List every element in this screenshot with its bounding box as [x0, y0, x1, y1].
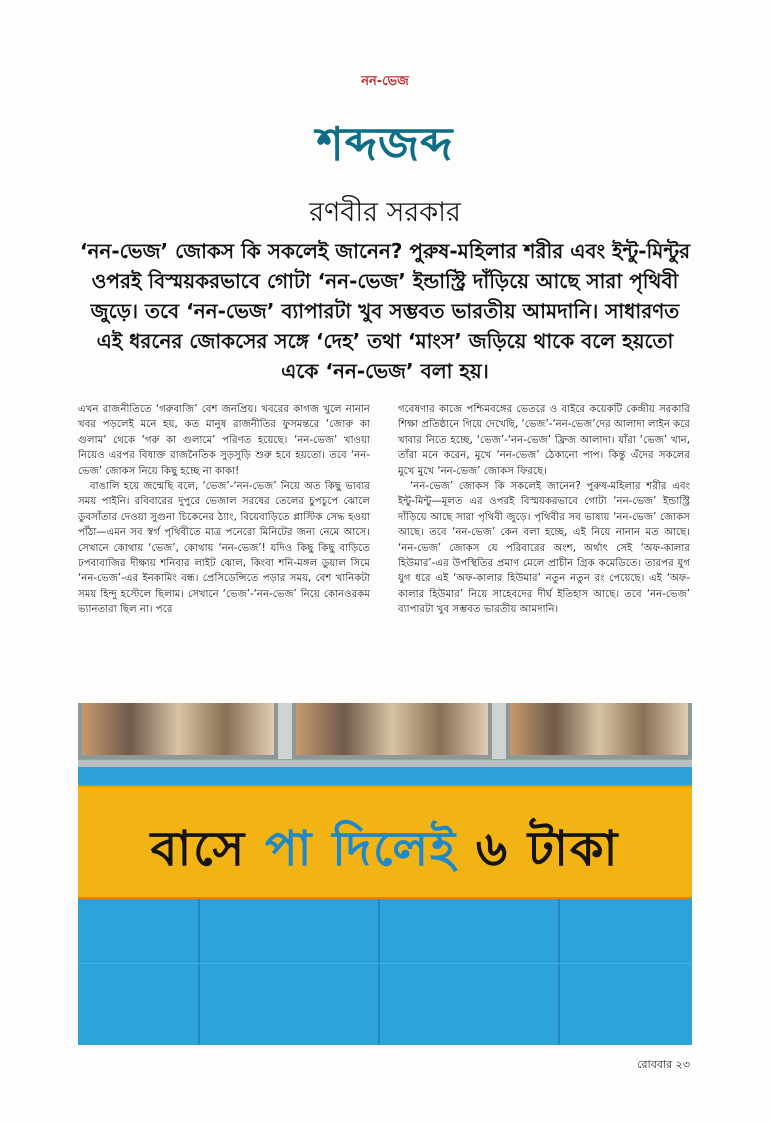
bus-sign-part: ৬ টাকা [475, 821, 620, 877]
bus-blue-panel [78, 899, 692, 1045]
bus-photo [78, 703, 692, 1045]
article-title: শব্দজব্দ [316, 117, 454, 171]
bus-blue-strip [78, 767, 692, 785]
bus-panel-seam [558, 899, 560, 1045]
body-paragraph: গবেষণার কাজে পশ্চিমবঙ্গের ভেতরে ও বাইরে কয়েকটি কেন্দ্রীয় সরকারি শিক্ষা প্রতিষ্ঠানে গিয়ে দেখেছি, ‘ভেজ’-‘নন-ভেজ’দের আলাদা লাইন করে খাবার নিতে হচ্ছে, ‘ভেজ’-‘নন-ভেজ’ ফ্রিজ আলাদা। যাঁরা ‘ভেজ’ খান, তাঁরা মনে করেন, মুখে ‘নন-ভেজ’ ঠেকানো পাপ। কিন্তু এঁদের সকলের মুখে মুখে ‘নন-ভেজ’ জোকস ফিরছে। [398, 404, 690, 477]
bus-panel-seam [378, 899, 380, 1045]
bus-window [506, 703, 692, 759]
section-label: নন-ভেজ [361, 74, 409, 89]
bus-window [292, 703, 492, 759]
bus-window [78, 703, 278, 759]
page-footer: রোববার ২৩ [637, 1058, 690, 1071]
body-column-right [398, 402, 690, 687]
body-paragraph: এখন রাজনীতিতে ‘গরুবাজি’ বেশ জনপ্রিয়। খবরের কাগজ খুলে নানান খবর পড়লেই মনে হয়, কত মানুষ রাজনীতির ফুসমন্তরে ‘জোরু কা গুলাম’ থেকে ‘গরু কা গুলামে’ পরিণত হয়েছে। ‘নন-ভেজ’ খাওয়া নিয়েও এরপর বিষাক্ত রাজনৈতিক সুড়সুড়ি শুরু হবে হয়তো। তবে ‘নন-ভেজ’ জোকস নিয়ে কিছু হচ্ছে না কাকা! [78, 404, 370, 477]
body-column-left [78, 402, 370, 687]
bus-panel-line [78, 963, 692, 964]
bus-sign-part: বাসে [150, 821, 265, 877]
body-paragraph: ‘নন-ভেজ’ জোকস কি সকলেই জানেন? পুরুষ-মহিলার শরীর এবং ইন্টু-মিন্টু—মূলত এর ওপরই বিস্ময়করভাবে গোটা ‘নন-ভেজ’ ইন্ডাস্ট্রি দাঁড়িয়ে আছে সারা পৃথিবী জুড়ে। পৃথিবীর সব ভাষায় ‘নন-ভেজ’ জোকস আছে। তবে ‘নন-ভেজ’ কেন বলা হচ্ছে, এই নিয়ে নানান মত আছে। ‘নন-ভেজ’ জোকস যে পরিবারের অংশ, অর্থাৎ সেই ‘অফ-কালার হিউমার’-এর উপস্থিতির প্রমাণ মেলে প্রাচীন গ্রিক কমেডিতে। তারপর যুগ যুগ ধরে এই ‘অফ-কালার হিউমার’ নতুন নতুন রং পেয়েছে। এই ‘অফ-কালার হিউমার’ নিয়ে সাহেবদের দীর্ঘ ইতিহাস আছে। তবে ‘নন-ভেজ’ ব্যাপারটা খুব সম্ভবত ভারতীয় আমদানি। [398, 481, 690, 616]
bus-sign-text [78, 813, 692, 892]
bus-sign-part: পা দিলেই [264, 821, 476, 877]
bus-panel-seam [198, 899, 200, 1045]
author-name: রণবীর সরকার [309, 197, 461, 228]
body-paragraph: বাঙালি হয়ে জন্মেছি বলে, ‘ভেজ’-‘নন-ভেজ’ নিয়ে অত কিছু ভাবার সময় পাইনি। রবিবারের দুপুরে ভেজাল সরষের তেলের চুপচুপে ঝোলে ডুবসাঁতার দেওয়া সুগুনা চিকেনের ঠ্যাং, বিয়েবাড়িতে প্লাস্টিক সেদ্ধ হওয়া পাঁঠা—এমন সব স্বর্গ পৃথিবীতে মাত্র পনেরো মিনিটের জন্য নেমে আসে। সেখানে কোথায় ‘ভেজ’, কোথায় ‘নন-ভেজ’! যদিও কিছু কিছু বাড়িতে ঢপবাবাজির দীক্ষায় শনিবার লাইট ঝোল, কিংবা শনি-মঙ্গল ডুয়াল সিমে ‘নন-ভেজ’-এর ইনকামিং বন্ধ। প্রেসিডেন্সিতে পড়ার সময়, বেশ খানিকটা সময় হিন্দু হস্টেলে ছিলাম। সেখানে ‘ভেজ’-‘নন-ভেজ’ নিয়ে কোনওরকম ভ্যানতারা ছিল না। পরে [78, 481, 370, 616]
body-columns [78, 402, 690, 687]
lead-paragraph: ‘নন-ভেজ’ জোকস কি সকলেই জানেন? পুরুষ-মহিলার শরীর এবং ইন্টু-মিন্টুর ওপরই বিস্ময়করভাবে গোটা ‘নন-ভেজ’ ইন্ডাস্ট্রি দাঁড়িয়ে আছে সারা পৃথিবী জুড়ে। তবে ‘নন-ভেজ’ ব্যাপারটা খুব সম্ভবত ভারতীয় আমদানি। সাধারণত এই ধরনের জোকসের সঙ্গে ‘দেহ’ তথা ‘মাংস’ জড়িয়ে থাকে বলে হয়তো একে ‘নন-ভেজ’ বলা হয়। [79, 239, 691, 383]
